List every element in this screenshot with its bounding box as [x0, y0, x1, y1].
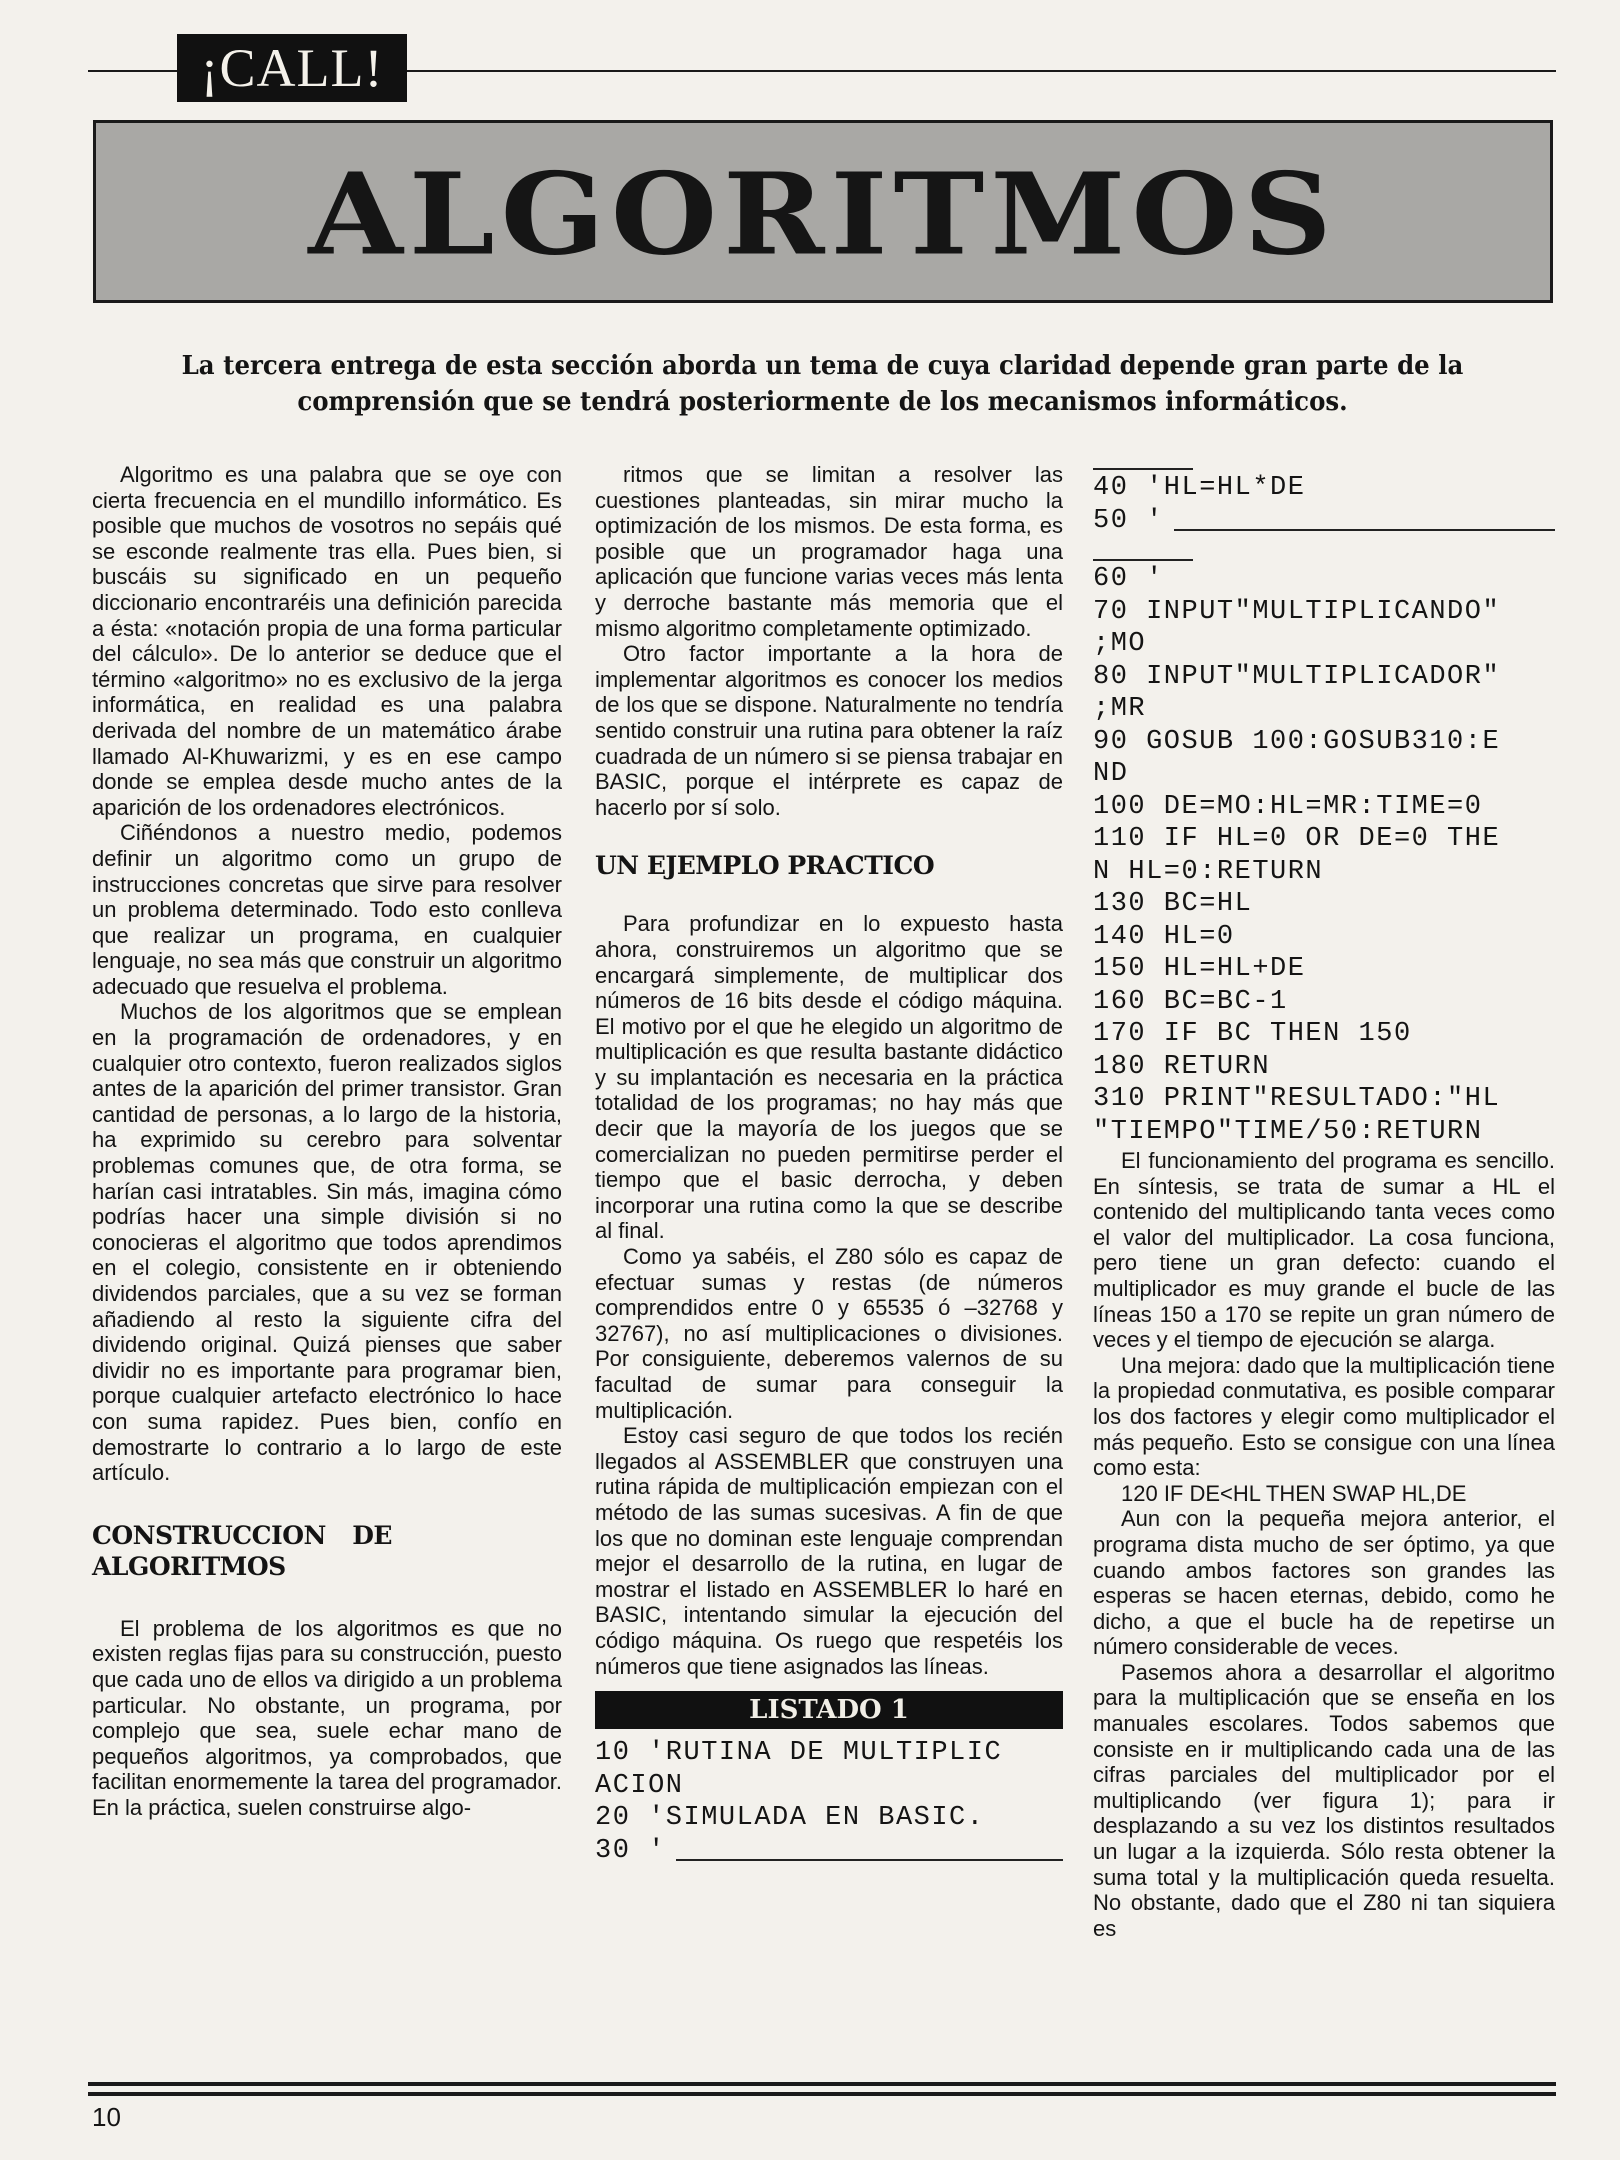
column-2 [595, 462, 1063, 1867]
body-paragraph: Algoritmo es una palabra que se oye con cierta frecuencia en el mundillo informático. Es posible que muchos de vosotros no sepáis qué se esconde realmente tras ella. Pues bien, si buscáis su significado en un pequeño diccionario encontraréis una definición parecida a ésta: «notación propia de una forma particular del cálculo». De lo anterior se deduce que el término «algoritmo» no es exclusivo de la jerga informática, en realidad es una palabra derivada del nombre de un matemático árabe llamado Al-Khuwarizmi, y es en ese campo donde se emplea desde mucho antes de la aparición de los ordenadores electrónicos. [92, 462, 562, 820]
body-paragraph: Pasemos ahora a desarrollar el algoritmo para la multiplicación que se enseña en los manuales escolares. Todos sabemos que consiste en ir multiplicando cada una de las cifras parciales del multiplicador por el multiplicando (ver figura 1); para ir desplazando a su vez los distintos resultados un lugar a la izquierda. Sólo resta obtener la suma total y la multiplicación queda resuelta. No obstante, dado que el Z80 ni tan siquiera es [1093, 1659, 1555, 1941]
code-line: 50 ' [1093, 505, 1164, 536]
footer-rule [88, 2082, 1556, 2086]
body-paragraph: Aun con la pequeña mejora anterior, el programa dista mucho de ser óptimo, ya que cuando ambos factores son grandes las esperas se hacen eternas, debido, como he dicho, a que el bucle ha de repetirse un número considerable de veces. [1093, 1506, 1555, 1660]
title-banner [93, 120, 1553, 303]
footer-rule [88, 2092, 1556, 2096]
body-paragraph: Otro factor importante a la hora de implementar algoritmos es conocer los medios de los que se dispone. Naturalmente no tendría sentido construir una rutina para obtener la raíz cuadrada de un número si se piensa trabajar en BASIC, porque el intérprete es capaz de hacerlo por sí solo. [595, 641, 1063, 820]
body-paragraph: El funcionamiento del programa es sencillo. En síntesis, se trata de sumar a HL el contenido del multiplicando tanta veces como el valor del multiplicador. La cosa funciona, pero tiene un gran defecto: cuando el multiplicador es muy grande el bucle de las líneas 150 a 170 se repite un gran número de veces y el tiempo de ejecución se alarga. [1093, 1148, 1555, 1353]
body-paragraph: Una mejora: dado que la multiplicación tiene la propiedad conmutativa, es posible comparar los dos factores y elegir como multiplicador el más pequeño. Esto se consigue con una línea como esta: [1093, 1352, 1555, 1481]
body-paragraph: Muchos de los algoritmos que se emplean en la programación de ordenadores, y en cualquier otro contexto, fueron realizados siglos antes de la aparición del primer transistor. Gran cantidad de personas, a lo largo de la historia, ha exprimido su cerebro para solventar problemas comunes que, de otra forma, se harían casi intratables. Sin más, imagina cómo podrías hacer una simple división si no conocieras el algoritmo que todos aprendimos en el colegio, consistente en ir obteniendo dividendos parciales, que a su vez se forman añadiendo al resto la siguiente cifra del dividendo original. Quizá pienses que saber dividir no es importante para programar bien, porque cualquier artefacto electrónico lo hace con suma rapidez. Pues bien, confío en demostrarte lo contrario a lo largo de este artículo. [92, 999, 562, 1486]
lead-paragraph: La tercera entrega de esta sección aborda un tema de cuya claridad depende gran parte de la comprensión que se tendrá posteriormente de los mecanismos informáticos. [181, 351, 1464, 417]
listing-title: LISTADO 1 [595, 1691, 1063, 1729]
code-listing: 70 INPUT"MULTIPLICANDO" ;MO 80 INPUT"MULTIPLICADOR" ;MR 90 GOSUB 100:GOSUB310:E ND 100 DE=MO:HL=MR:TIME=0 110 IF HL=0 OR DE=0 THE N HL=0:RETURN 130 BC=HL 140 HL=0 150 HL=HL+DE 160 BC=BC-1 170 IF BC THEN 150 180 RETURN 310 PRINT"RESULTADO:"HL "TIEMPO"TIME/50:RETURN [1093, 596, 1501, 1147]
article-title: ALGORITMOS [308, 147, 1338, 281]
section-heading: UN EJEMPLO PRACTICO [595, 851, 935, 881]
comment-rule [1093, 468, 1193, 470]
body-paragraph: Como ya sabéis, el Z80 sólo es capaz de efectuar sumas y restas (de números comprendidos entre 0 y 65535 ó –32768 y 32767), no así multiplicaciones o divisiones. Por consiguiente, deberemos valernos de su facultad de sumar para conseguir la multiplicación. [595, 1244, 1063, 1423]
comment-rule [1174, 529, 1555, 531]
code-line: 40 'HL=HL*DE [1093, 473, 1306, 503]
code-listing: 10 'RUTINA DE MULTIPLIC ACION 20 'SIMULADA EN BASIC. [595, 1738, 1003, 1834]
comment-rule [676, 1859, 1063, 1861]
comment-rule [1093, 559, 1193, 561]
body-paragraph: ritmos que se limitan a resolver las cuestiones planteadas, sin mirar mucho la optimización de los mismos. De esta forma, es posible que un programador haga una aplicación que funcione varias veces más lenta y derroche bastante más memoria que el mismo algoritmo completamente optimizado. [595, 462, 1063, 641]
code-line: 30 ' [595, 1835, 666, 1866]
body-paragraph: Para profundizar en lo expuesto hasta ahora, construiremos un algoritmo que se encargará simplemente, de multiplicar dos números de 16 bits desde el código máquina. El motivo por el que he elegido un algoritmo de multiplicación es que resulta bastante didáctico y su implantación es necesaria en la práctica totalidad de los programas; no hay más que decir que la mayoría de los juegos que se comercializan no pueden permitirse perder el tiempo que el basic derrocha, y deben incorporar una rutina como la que se describe al final. [595, 911, 1063, 1244]
code-line: 60 ' [1093, 564, 1164, 594]
section-tag: ¡CALL! [177, 34, 407, 102]
body-paragraph: El problema de los algoritmos es que no existen reglas fijas para su construcción, puesto que cada uno de ellos va dirigido a un problema particular. No obstante, un programa, por complejo que sea, suele echar mano de pequeños algoritmos, ya comprobados, que facilitan enormemente la tarea del programador. En la práctica, suelen construirse algo- [92, 1615, 562, 1820]
column-1 [92, 462, 562, 1821]
body-paragraph: Estoy casi seguro de que todos los recién llegados al ASSEMBLER que construyen una rutina rápida de multiplicación empiezan con el método de las sumas sucesivas. A fin de que los que no dominan este lenguaje comprendan mejor el desarrollo de la rutina, en lugar de mostrar el listado en ASSEMBLER lo haré en BASIC, intentando simular la ejecución del código máquina. Os ruego que respetéis los números que tiene asignados las líneas. [595, 1423, 1063, 1679]
column-3 [1093, 462, 1555, 1941]
section-heading: CONSTRUCCION DE ALGORITMOS [92, 1520, 392, 1581]
inline-code-line: 120 IF DE<HL THEN SWAP HL,DE [1121, 1480, 1467, 1506]
body-paragraph: Ciñéndonos a nuestro medio, podemos definir un algoritmo como un grupo de instrucciones concretas que sirve para resolver un problema determinado. Todo esto conlleva que realizar un programa, en cualquier lenguaje, no sea más que construir un algoritmo adecuado que resuelva el problema. [92, 820, 562, 999]
page-number: 10 [92, 2102, 121, 2132]
